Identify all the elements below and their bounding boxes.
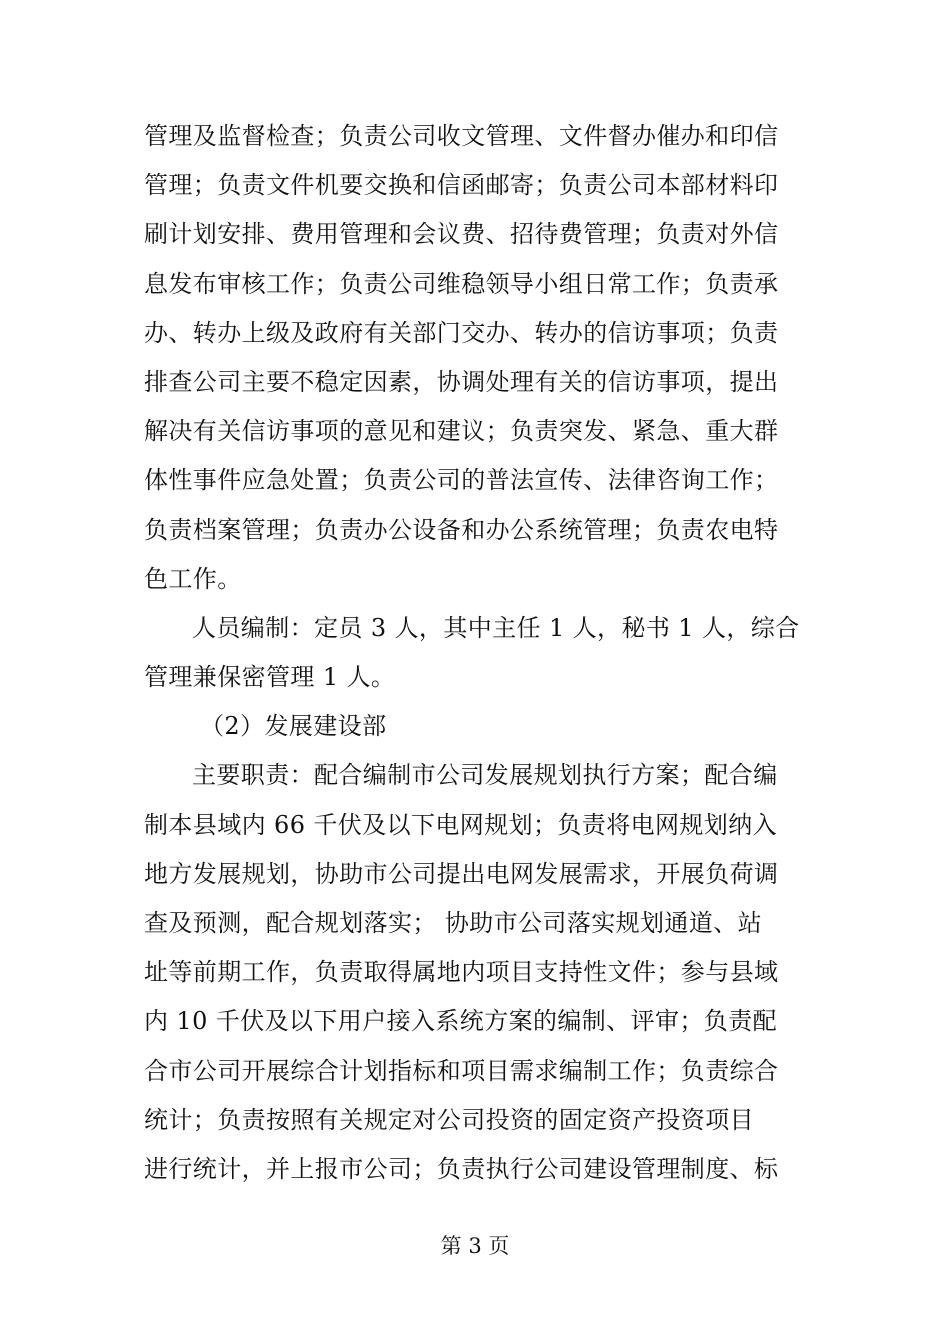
text-line: 查及预测，配合规划落实； 协助市公司落实规划通道、站 [144,909,763,937]
document-body [144,112,814,1194]
page-number: 第 3 页 [440,1234,510,1258]
responsibilities-paragraph-start: 主要职责：配合编制市公司发展规划执行方案；配合编 [192,761,778,790]
text-line: 解决有关信访事项的意见和建议；负责突发、紧急、重大群 [144,417,779,446]
text-line: 管理；负责文件机要交换和信函邮寄；负责公司本部材料印 [144,171,779,200]
text-line: 制本县域内 66 千伏及以下电网规划；负责将电网规划纳入 [144,810,777,839]
text-line: 统计；负责按照有关规定对公司投资的固定资产投资项目 [144,1105,754,1134]
text-line: 地方发展规划，协助市公司提出电网发展需求，开展负荷调 [144,859,779,888]
text-line: 进行统计，并上报市公司；负责执行公司建设管理制度、标 [144,1154,779,1183]
text-line: 内 10 千伏及以下用户接入系统方案的编制、评审；负责配 [144,1007,777,1036]
text-line: 排查公司主要不稳定因素，协调处理有关的信访事项，提出 [144,367,779,396]
text-line: 办、转办上级及政府有关部门交办、转办的信访事项；负责 [144,318,779,347]
text-line: 体性事件应急处置；负责公司的普法宣传、法律咨询工作； [144,466,779,495]
text-line: 管理及监督检查；负责公司收文管理、文件督办催办和印信 [144,122,779,150]
text-line: 色工作。 [144,564,242,593]
section-heading: （2）发展建设部 [200,712,387,741]
text-line: 合市公司开展综合计划指标和项目需求编制工作；负责综合 [144,1056,779,1085]
text-line: 刷计划安排、费用管理和会议费、招待费管理；负责对外信 [144,220,779,249]
text-line: 负责档案管理；负责办公设备和办公系统管理；负责农电特 [144,515,779,544]
text-line: 息发布审核工作；负责公司维稳领导小组日常工作；负责承 [144,269,779,298]
staffing-paragraph-start: 人员编制：定员 3 人，其中主任 1 人，秘书 1 人，综合 [192,613,800,642]
text-line: 址等前期工作，负责取得属地内项目支持性文件；参与县域 [144,958,779,987]
text-line: 管理兼保密管理 1 人。 [144,663,396,692]
